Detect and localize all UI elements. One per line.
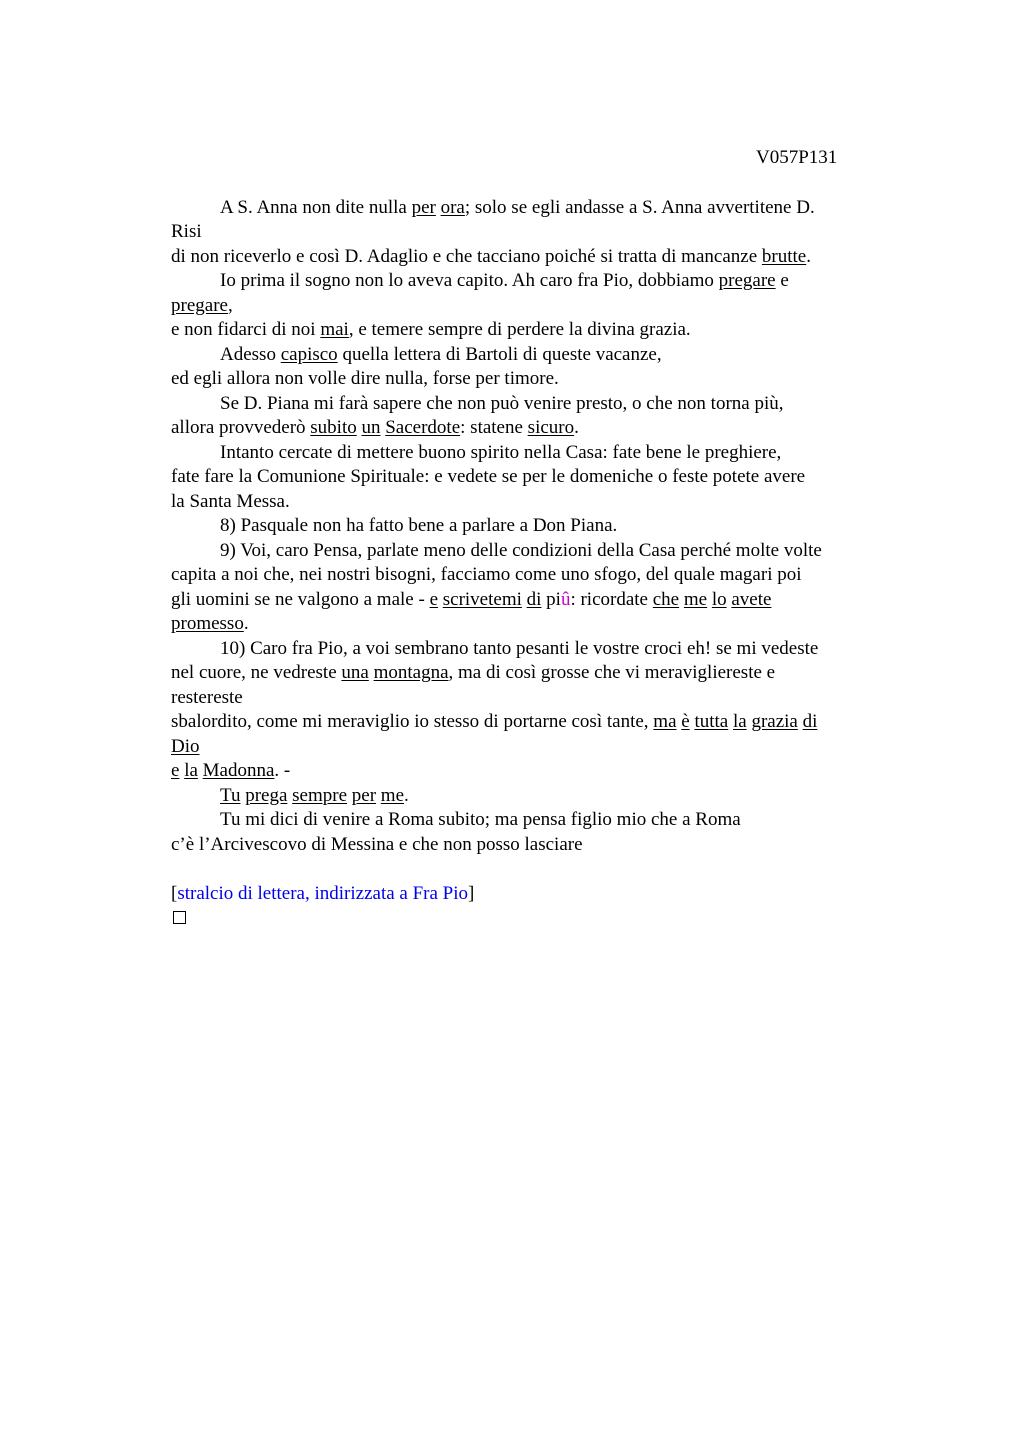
- line: [171, 906, 822, 931]
- underlined-word: di: [802, 711, 818, 732]
- underlined-word: di: [526, 588, 542, 610]
- underlined-word: prega: [245, 784, 288, 806]
- line: [171, 465, 822, 490]
- text-run: gli uomini se ne valgono a male -: [171, 588, 430, 610]
- line: [171, 661, 822, 686]
- underlined-word: pregare: [171, 294, 228, 316]
- underlined-word: una: [341, 662, 369, 683]
- text-run: 8) Pasquale non ha fatto bene a parlare a Don Piana.: [220, 515, 618, 536]
- underlined-word: promesso: [171, 613, 244, 634]
- underlined-word: per: [411, 196, 436, 218]
- text-run: sbalordito, come mi meraviglio io stesso di portarne così tante,: [171, 711, 654, 732]
- underlined-word: me: [380, 784, 405, 806]
- underlined-word: sicuro: [527, 417, 575, 438]
- text-run: A S. Anna non dite nulla: [220, 196, 412, 218]
- line: [171, 269, 822, 294]
- text-run: e: [775, 270, 789, 291]
- underlined-word: lo: [711, 588, 727, 610]
- underlined-word: subito: [310, 417, 357, 438]
- text-run: , ma di così grosse che vi meravigliereste e: [448, 662, 776, 683]
- underlined-word: grazia: [751, 711, 798, 732]
- line: [171, 637, 822, 662]
- text-run: 9) Voi, caro Pensa, parlate meno delle condizioni della Casa perché molte volte: [220, 539, 822, 561]
- letter-body: [171, 196, 822, 931]
- line: [171, 539, 822, 564]
- line: [171, 245, 822, 270]
- text-run: : ricordate: [570, 588, 653, 610]
- underlined-word: Sacerdote: [385, 417, 461, 438]
- text-run: e non fidarci di noi: [171, 319, 321, 340]
- text-run: Io prima il sogno non lo aveva capito. Ah caro fra Pio, dobbiamo: [220, 270, 719, 291]
- underlined-word: la: [184, 760, 198, 781]
- text-run: fate fare la Comunione Spirituale: e vedete se per le domeniche o feste potete avere: [171, 466, 806, 487]
- underlined-word: ma: [653, 711, 677, 732]
- underlined-word: per: [351, 784, 377, 806]
- text-run: c’è l’Arcivescovo di Messina e che non posso lasciare: [171, 833, 583, 855]
- editorial-note: [171, 882, 822, 907]
- line: [171, 759, 822, 784]
- text-run: , e temere sempre di perdere la divina grazia.: [348, 319, 691, 340]
- underlined-word: tutta: [694, 711, 729, 732]
- text-run: allora provvederò: [171, 417, 311, 438]
- line: [171, 710, 822, 735]
- line: [171, 490, 822, 515]
- underlined-word: e: [429, 588, 438, 610]
- underlined-word: brutte: [761, 245, 807, 267]
- underlined-word: Tu: [220, 784, 241, 806]
- blank-line: [171, 857, 822, 882]
- text-run: la Santa Messa.: [171, 490, 290, 512]
- underlined-word: me: [683, 588, 708, 610]
- text-run: .: [243, 613, 249, 634]
- underlined-word: avete: [731, 588, 772, 610]
- line: [171, 392, 822, 417]
- line: [171, 294, 822, 319]
- line: [171, 808, 822, 833]
- underlined-word: ora: [440, 196, 465, 218]
- underlined-word: mai: [320, 319, 349, 340]
- text-run: .: [574, 417, 579, 438]
- text-run: Adesso: [220, 343, 281, 365]
- text-run: .: [404, 784, 409, 806]
- text-run: Risi: [171, 221, 202, 242]
- underlined-word: capisco: [280, 343, 338, 365]
- text-run: ed egli allora non volle dire nulla, forse per timore.: [171, 368, 559, 389]
- underlined-word: è: [681, 711, 690, 732]
- text-run: ; solo se egli andasse a S. Anna avvertitene D.: [464, 196, 815, 218]
- underlined-word: scrivetemi: [442, 588, 522, 610]
- line: [171, 563, 822, 588]
- text-run: Intanto cercate di mettere buono spirito nella Casa: fate bene le preghiere,: [220, 441, 782, 463]
- line: [171, 416, 822, 441]
- text-run: quella lettera di Bartoli di queste vacanze,: [337, 343, 662, 365]
- bracket: ]: [468, 882, 475, 904]
- text-run: Se D. Piana mi farà sapere che non può venire presto, o che non torna più,: [220, 392, 784, 414]
- text-run: 10) Caro fra Pio, a voi sembrano tanto pesanti le vostre croci eh! se mi vedeste: [220, 637, 819, 659]
- line: [171, 735, 822, 760]
- underlined-word: Dio: [171, 735, 200, 757]
- underlined-word: un: [361, 417, 381, 438]
- line: [171, 588, 822, 613]
- line: [171, 612, 822, 637]
- page-identifier: V057P131: [756, 147, 838, 168]
- text-run: .: [806, 245, 811, 267]
- text-run: : statene: [460, 417, 528, 438]
- text-run: di non riceverlo e così D. Adaglio e che tacciano poiché si tratta di mancanze: [171, 245, 762, 267]
- underlined-word: sempre: [292, 784, 348, 806]
- line: [171, 441, 822, 466]
- text-run: Tu mi dici di venire a Roma subito; ma pensa figlio mio che a Roma: [220, 809, 741, 830]
- text-run: nel cuore, ne vedreste: [171, 662, 342, 683]
- line: [171, 220, 822, 245]
- note-text: stralcio di lettera, indirizzata a Fra Pio: [177, 882, 469, 904]
- highlighted-char: û: [560, 588, 571, 610]
- underlined-word: montagna: [373, 662, 449, 683]
- text-run: . -: [274, 760, 291, 781]
- line: [171, 833, 822, 858]
- line: [171, 784, 822, 809]
- line: [171, 343, 822, 368]
- text-run: pi: [541, 588, 561, 610]
- text-run: ,: [227, 294, 233, 316]
- line: [171, 367, 822, 392]
- underlined-word: pregare: [718, 270, 776, 291]
- empty-box-icon: [173, 911, 186, 924]
- text-run: restereste: [171, 686, 243, 708]
- line: [171, 196, 822, 221]
- line: [171, 514, 822, 539]
- line: [171, 686, 822, 711]
- underlined-word: che: [652, 588, 680, 610]
- underlined-word: Madonna: [202, 760, 275, 781]
- text-run: capita a noi che, nei nostri bisogni, facciamo come uno sfogo, del quale magari poi: [171, 564, 802, 585]
- bracket: [: [171, 882, 178, 904]
- underlined-word: e: [171, 760, 180, 781]
- line: [171, 318, 822, 343]
- underlined-word: la: [732, 711, 747, 732]
